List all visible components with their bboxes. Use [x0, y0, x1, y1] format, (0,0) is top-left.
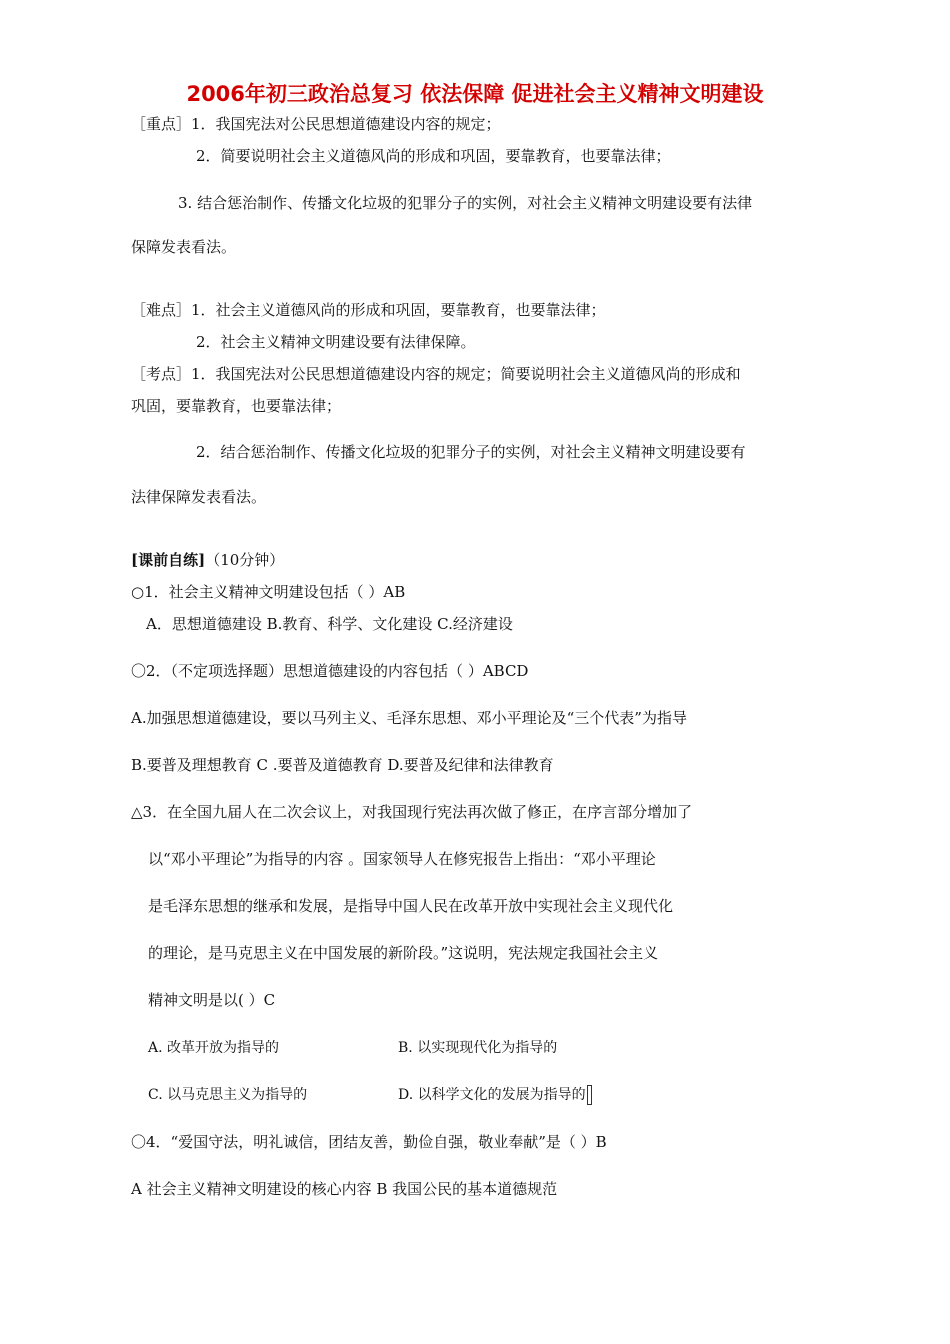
exam-item-1a: 1．我国宪法对公民思想道德建设内容的规定；简要说明社会主义道德风尚的形成和 — [191, 365, 741, 383]
keypoints-item-3a: 3. 结合惩治制作、传播文化垃圾的犯罪分子的实例，对社会主义精神文明建设要有法律 — [178, 194, 753, 212]
question-1: ○1．社会主义精神文明建设包括（ ）AB — [131, 583, 406, 601]
question-3-option-b: B. 以实现现代化为指导的 — [398, 1040, 558, 1056]
practice-heading-line — [131, 550, 284, 570]
practice-duration: （10分钟） — [205, 551, 285, 569]
keypoints-item-1: 1．我国宪法对公民思想道德建设内容的规定； — [191, 115, 501, 133]
question-3-line-2: 以“邓小平理论”为指导的内容 。国家领导人在修宪报告上指出：“邓小平理论 — [148, 850, 656, 868]
exam-item-2b: 法律保障发表看法。 — [131, 488, 267, 506]
difficulties-line-1 — [131, 300, 606, 320]
keypoints-item-3b: 保障发表看法。 — [131, 238, 237, 256]
question-3-option-d: D. 以科学文化的发展为指导的 — [398, 1087, 586, 1103]
keypoints-line-1 — [131, 114, 501, 134]
exam-item-2a: 2．结合惩治制作、传播文化垃圾的犯罪分子的实例，对社会主义精神文明建设要有 — [196, 443, 746, 461]
exam-line-1 — [131, 364, 741, 384]
difficulties-item-2: 2．社会主义精神文明建设要有法律保障。 — [196, 333, 476, 351]
difficulties-label: ［难点］ — [131, 301, 192, 319]
question-2-option-a: A.加强思想道德建设，要以马列主义、毛泽东思想、邓小平理论及“三个代表”为指导 — [131, 709, 687, 727]
keypoints-label: ［重点］ — [131, 115, 192, 133]
page-title: 2006年初三政治总复习 依法保障 促进社会主义精神文明建设 — [186, 82, 764, 106]
question-3-option-a: A. 改革开放为指导的 — [148, 1040, 280, 1056]
practice-heading: [课前自练] — [131, 551, 206, 569]
question-3-line-1: △3．在全国九届人在二次会议上，对我国现行宪法再次做了修正，在序言部分增加了 — [131, 803, 693, 821]
exam-item-1b: 巩固，要靠教育，也要靠法律； — [131, 397, 342, 415]
question-2-options-bcd: B.要普及理想教育 C .要普及道德教育 D.要普及纪律和法律教育 — [131, 756, 554, 774]
question-3-line-3: 是毛泽东思想的继承和发展，是指导中国人民在改革开放中实现社会主义现代化 — [148, 897, 674, 915]
question-3-option-d-line — [398, 1085, 592, 1105]
question-2: 〇2．（不定项选择题）思想道德建设的内容包括（ ）ABCD — [131, 662, 529, 680]
question-3-line-5: 精神文明是以( ）C — [148, 991, 276, 1009]
exam-label: ［考点］ — [131, 365, 192, 383]
question-4: 〇4．“爱国守法，明礼诚信，团结友善，勤俭自强，敬业奉献”是（ ）B — [131, 1133, 607, 1151]
question-3-line-4: 的理论，是马克思主义在中国发展的新阶段。”这说明，宪法规定我国社会主义 — [148, 944, 659, 962]
keypoints-item-2: 2．简要说明社会主义道德风尚的形成和巩固，要靠教育，也要靠法律； — [196, 147, 671, 165]
question-4-options: A 社会主义精神文明建设的核心内容 B 我国公民的基本道德规范 — [131, 1180, 558, 1198]
question-3-option-c: C. 以马克思主义为指导的 — [148, 1087, 308, 1103]
difficulties-item-1: 1．社会主义道德风尚的形成和巩固，要靠教育，也要靠法律； — [191, 301, 606, 319]
text-cursor-box — [587, 1085, 592, 1105]
question-1-options: A．思想道德建设 B.教育、科学、文化建设 C.经济建设 — [146, 615, 513, 633]
